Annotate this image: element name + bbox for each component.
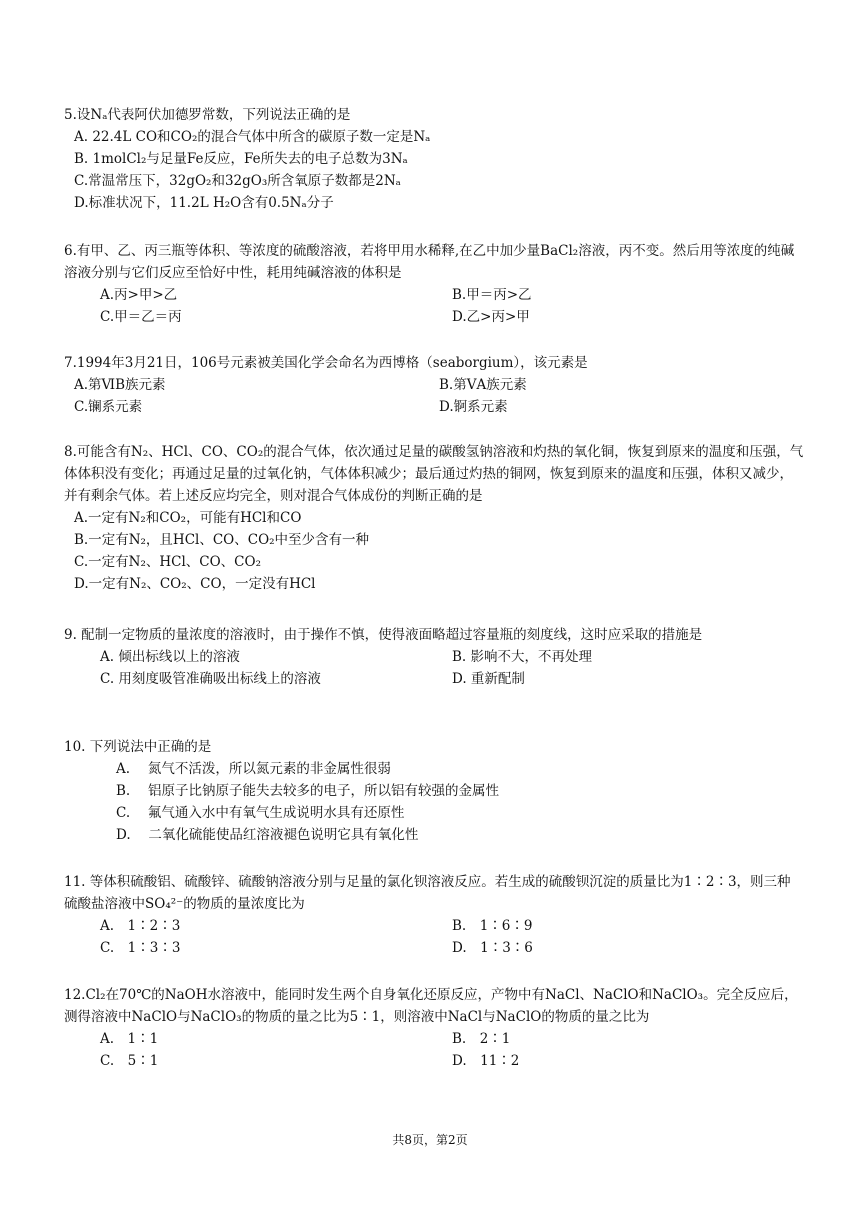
option-c: C.一定有N₂、HCl、CO、CO₂	[74, 554, 261, 570]
option-b: B. 影响不大，不再处理	[452, 649, 593, 665]
question-7	[64, 352, 804, 418]
option-b: B. 1∶6∶9	[452, 918, 533, 934]
option-c: C.镧系元素	[74, 399, 143, 415]
option-b: B.第ⅤA族元素	[439, 377, 527, 393]
option-b: B. 铝原子比钠原子能失去较多的电子，所以铝有较强的金属性	[116, 783, 500, 799]
question-11	[64, 871, 804, 959]
question-5	[64, 104, 804, 214]
question-stem: 8.可能含有N₂、HCl、CO、CO₂的混合气体，依次通过足量的碳酸氢钠溶液和灼热的氧化铜，恢复到原来的温度和压强，气体体积没有变化；再通过足量的过氧化钠，气体体积减少；最后通过灼热的铜网，恢复到原来的温度和压强，体积又减少，并有剩余气体。若上述反应均完全，则对混合气体成份的判断正确的是	[64, 444, 804, 504]
question-8	[64, 441, 804, 595]
option-d: D.乙>丙>甲	[452, 309, 530, 325]
option-c: C. 5∶1	[100, 1053, 159, 1069]
option-a: A.一定有N₂和CO₂，可能有HCl和CO	[74, 510, 302, 526]
option-a: A.丙>甲>乙	[100, 287, 178, 303]
question-stem: 6.有甲、乙、丙三瓶等体积、等浓度的硫酸溶液，若将甲用水稀释,在乙中加少量BaCl₂溶液，丙不变。然后用等浓度的纯碱溶液分别与它们反应至恰好中性，耗用纯碱溶液的体积是	[64, 243, 795, 281]
option-b: B.甲＝丙>乙	[452, 287, 532, 303]
option-a: A. 氮气不活泼，所以氮元素的非金属性很弱	[116, 761, 391, 777]
option-a: A.第ⅥB族元素	[74, 377, 166, 393]
option-c: C. 用刻度吸管准确吸出标线上的溶液	[100, 671, 321, 687]
option-d: D.一定有N₂、CO₂、CO，一定没有HCl	[74, 576, 316, 592]
question-stem: 10. 下列说法中正确的是	[64, 739, 212, 755]
option-d: D. 1∶3∶6	[452, 940, 533, 956]
option-c: C. 氟气通入水中有氧气生成说明水具有还原性	[116, 805, 405, 821]
page-footer: 共8页，第2页	[392, 1133, 468, 1147]
option-a: A. 倾出标线以上的溶液	[100, 649, 240, 665]
question-10	[64, 736, 804, 846]
option-d: D. 11∶2	[452, 1053, 520, 1069]
question-12	[64, 984, 804, 1072]
option-d: D.标准状况下，11.2L H₂O含有0.5Nₐ分子	[74, 195, 334, 211]
option-c: C.常温常压下，32gO₂和32gO₃所含氧原子数都是2Nₐ	[74, 173, 401, 189]
option-d: D.锕系元素	[439, 399, 508, 415]
question-stem: 11. 等体积硫酸铝、硫酸锌、硫酸钠溶液分别与足量的氯化钡溶液反应。若生成的硫酸钡沉淀的质量比为1∶2∶3，则三种硫酸盐溶液中SO₄²⁻的物质的量浓度比为	[64, 874, 791, 912]
question-stem: 7.1994年3月21日，106号元素被美国化学会命名为西博格（seaborgium），该元素是	[64, 355, 588, 371]
option-c: C. 1∶3∶3	[100, 940, 181, 956]
option-a: A. 22.4L CO和CO₂的混合气体中所含的碳原子数一定是Nₐ	[74, 129, 431, 145]
option-a: A. 1∶2∶3	[100, 918, 181, 934]
option-d: D. 二氧化硫能使品红溶液褪色说明它具有氧化性	[116, 827, 419, 843]
option-a: A. 1∶1	[100, 1031, 159, 1047]
question-stem: 9. 配制一定物质的量浓度的溶液时，由于操作不慎，使得液面略超过容量瓶的刻度线，这时应采取的措施是	[64, 627, 703, 643]
question-9	[64, 624, 804, 690]
option-b: B. 1molCl₂与足量Fe反应，Fe所失去的电子总数为3Nₐ	[74, 151, 408, 167]
option-b: B. 2∶1	[452, 1031, 511, 1047]
question-6	[64, 240, 804, 328]
option-b: B.一定有N₂，且HCl、CO、CO₂中至少含有一种	[74, 532, 370, 548]
question-stem: 12.Cl₂在70℃的NaOH水溶液中，能同时发生两个自身氧化还原反应，产物中有NaCl、NaClO和NaClO₃。完全反应后，测得溶液中NaClO与NaClO₃的物质的量之比为5∶1，则溶液中NaCl与NaClO的物质的量之比为	[64, 987, 798, 1025]
option-c: C.甲＝乙＝丙	[100, 309, 182, 325]
option-d: D. 重新配制	[452, 671, 525, 687]
question-stem: 5.设Nₐ代表阿伏加德罗常数，下列说法正确的是	[64, 107, 351, 123]
